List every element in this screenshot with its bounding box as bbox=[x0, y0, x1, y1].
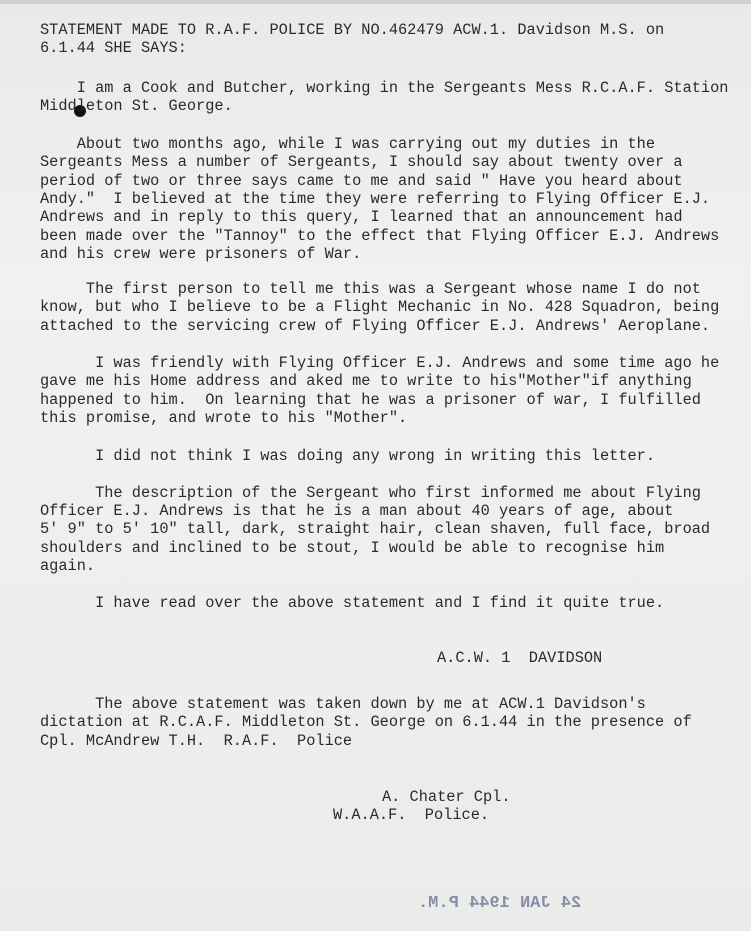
para2-line: About two months ago, while I was carrying out my duties in the bbox=[40, 135, 656, 153]
attestation-line: dictation at R.C.A.F. Middleton St. George on 6.1.44 in the presence of bbox=[40, 713, 692, 731]
para4-line: I was friendly with Flying Officer E.J. Andrews and some time ago he bbox=[40, 354, 720, 372]
para4-line: this promise, and wrote to his "Mother". bbox=[40, 409, 408, 427]
para2-line: been made over the "Tannoy" to the effect that Flying Officer E.J. Andrews bbox=[40, 227, 720, 245]
attestation-line: The above statement was taken down by me at ACW.1 Davidson's bbox=[40, 695, 646, 713]
para2-line: period of two or three says came to me and said " Have you heard about bbox=[40, 172, 683, 190]
para3-line: attached to the servicing crew of Flying Officer E.J. Andrews' Aeroplane. bbox=[40, 317, 711, 335]
date-stamp: 24 JAN 1944 P.M. bbox=[418, 894, 582, 913]
header-line-2: 6.1.44 SHE SAYS: bbox=[40, 39, 187, 57]
header-line-1: STATEMENT MADE TO R.A.F. POLICE BY NO.462479 ACW.1. Davidson M.S. on bbox=[40, 21, 665, 39]
para6-line: shoulders and inclined to be stout, I would be able to recognise him bbox=[40, 539, 665, 557]
para6-line: The description of the Sergeant who first informed me about Flying bbox=[40, 484, 701, 502]
para5-line: I did not think I was doing any wrong in writing this letter. bbox=[40, 447, 656, 465]
signature-davidson: A.C.W. 1 DAVIDSON bbox=[437, 649, 603, 667]
para7-line: I have read over the above statement and I find it quite true. bbox=[40, 594, 665, 612]
para2-line: Sergeants Mess a number of Sergeants, I should say about twenty over a bbox=[40, 153, 683, 171]
para6-line: 5' 9" to 5' 10" tall, dark, straight hair, clean shaven, full face, broad bbox=[40, 520, 711, 538]
page-top-edge bbox=[0, 0, 751, 4]
signature-chater-unit: W.A.A.F. Police. bbox=[333, 806, 490, 824]
para1-line: I am a Cook and Butcher, working in the Sergeants Mess R.C.A.F. Station bbox=[40, 79, 729, 97]
para6-line: again. bbox=[40, 557, 96, 575]
para3-line: The first person to tell me this was a Sergeant whose name I do not bbox=[40, 280, 701, 298]
para2-line: and his crew were prisoners of War. bbox=[40, 245, 362, 263]
signature-chater: A. Chater Cpl. bbox=[382, 788, 511, 806]
para2-line: Andy." I believed at the time they were referring to Flying Officer E.J. bbox=[40, 190, 711, 208]
attestation-line: Cpl. McAndrew T.H. R.A.F. Police bbox=[40, 732, 353, 750]
para3-line: know, but who I believe to be a Flight Mechanic in No. 428 Squadron, being bbox=[40, 298, 720, 316]
para4-line: happened to him. On learning that he was a prisoner of war, I fulfilled bbox=[40, 391, 701, 409]
para4-line: gave me his Home address and aked me to write to his"Mother"if anything bbox=[40, 372, 692, 390]
para1-line: Middleton St. George. bbox=[40, 97, 233, 115]
para2-line: Andrews and in reply to this query, I learned that an announcement had bbox=[40, 208, 683, 226]
para6-line: Officer E.J. Andrews is that he is a man about 40 years of age, about bbox=[40, 502, 674, 520]
